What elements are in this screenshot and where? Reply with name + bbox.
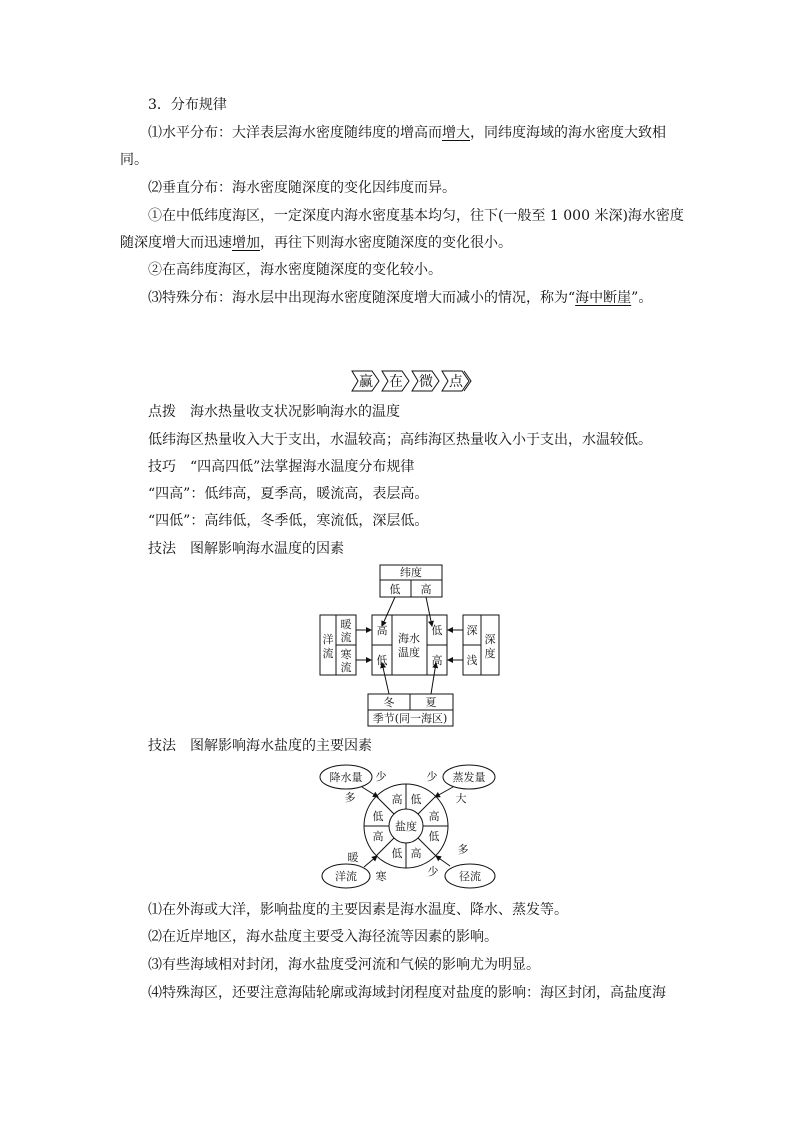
paragraph-mid-low-lat-cont: 随深度增大而迅速增加，再往下则海水密度随深度的变化很小。 [120,235,512,251]
runoff-node: 径流 [459,870,481,883]
runoff-more: 多 [457,843,469,856]
precipitation-node: 降水量 [329,771,363,784]
depth-deep: 深 [466,624,478,637]
depth-label: 度 [484,647,496,660]
temp-high-left: 高 [376,624,388,637]
warm-current: 暖 [340,618,352,631]
tip-four-high: “四高”：低纬高，夏季高，暖流高，表层高。 [148,486,429,502]
ring-high: 高 [410,847,422,860]
current-cold: 寒 [375,870,387,883]
runoff-less: 少 [427,865,439,878]
current-node: 洋流 [335,870,357,883]
ring-low: 低 [372,810,384,823]
ring-high: 高 [428,810,440,823]
note-enclosed: ⑶有些海域相对封闭，海水盐度受河流和气候的影响尤为明显。 [148,957,540,973]
season-label: 季节(同一海区) [372,712,448,725]
paragraph-horizontal-cont: 同。 [120,152,148,168]
paragraph-vertical: ⑵垂直分布：海水密度随深度的变化因纬度而异。 [148,180,456,196]
center-label: 海水 [398,632,420,645]
latitude-high: 高 [420,583,432,596]
paragraph-high-lat: ②在高纬度海区，海水密度随深度的变化较小。 [148,262,442,278]
evap-less: 少 [426,770,438,783]
underlined-term: 增加 [232,235,260,251]
banner [350,368,475,394]
season-summer: 夏 [425,696,437,709]
precip-less: 少 [375,770,387,783]
temperature-factor-diagram [318,560,503,730]
ring-low: 低 [428,830,440,843]
current-label: 洋 [322,633,334,646]
center-label: 温度 [398,646,420,659]
paragraph-special: ⑶特殊分布：海水层中出现海水密度随深度增大而减小的情况，称为“海中断崖”。 [148,290,653,306]
season-winter: 冬 [383,696,395,709]
ring-high: 高 [372,830,384,843]
tip-heading-four: 技巧 “四高四低”法掌握海水温度分布规律 [148,459,415,475]
depth-shallow: 浅 [466,654,478,667]
current-warm: 暖 [347,851,359,864]
temp-low-right: 低 [431,624,443,637]
paragraph-mid-low-lat: ①在中低纬度海区，一定深度内海水密度基本均匀，往下(一般至 1 000 米深)海水密度 [148,208,684,224]
latitude-low: 低 [389,583,401,596]
note-open-sea: ⑴在外海或大洋，影响盐度的主要因素是海水温度、降水、蒸发等。 [148,902,568,918]
salinity-factor-diagram [318,760,503,892]
tip-heading-salinity-diagram: 技法 图解影响海水盐度的主要因素 [148,738,372,754]
temp-high-right: 高 [431,654,443,667]
banner-char: 赢 [359,374,373,390]
evaporation-node: 蒸发量 [452,771,486,784]
current-label: 流 [322,647,334,660]
tip-heading-temp-diagram: 技法 图解影响海水温度的因素 [148,541,344,557]
banner-char: 点 [449,374,463,390]
tip-body-heat: 低纬海区热量收入大于支出，水温较高；高纬海区热量收入小于支出，水温较低。 [148,432,652,448]
paragraph-horizontal: ⑴水平分布：大洋表层海水密度随纬度的增高而增大，同纬度海域的海水密度大致相 [148,125,666,141]
cold-current: 流 [340,661,352,674]
section-heading: 3．分布规律 [148,97,227,113]
cold-current: 寒 [340,648,352,661]
note-nearshore: ⑵在近岸地区，海水盐度主要受入海径流等因素的影响。 [148,929,498,945]
depth-label: 深 [484,633,496,646]
ring-low: 低 [391,847,403,860]
underlined-term: 增大 [442,125,470,141]
salinity-center: 盐度 [395,820,417,833]
warm-current: 流 [340,631,352,644]
note-special: ⑷特殊海区，还要注意海陆轮廓或海域封闭程度对盐度的影响：海区封闭，高盐度海 [148,985,666,1001]
latitude-label: 纬度 [400,566,422,579]
tip-four-low: “四低”：高纬低，冬季低，寒流低，深层低。 [148,513,429,529]
underlined-term: 海中断崖 [575,290,632,306]
precip-more: 多 [344,791,356,804]
temp-low-left: 低 [376,654,388,667]
banner-char: 微 [419,374,433,390]
ring-high: 高 [391,793,403,806]
ring-low: 低 [410,793,422,806]
banner-char: 在 [389,374,403,390]
evap-large: 大 [455,792,467,805]
tip-heading-heat: 点拨 海水热量收支状况影响海水的温度 [148,404,400,420]
